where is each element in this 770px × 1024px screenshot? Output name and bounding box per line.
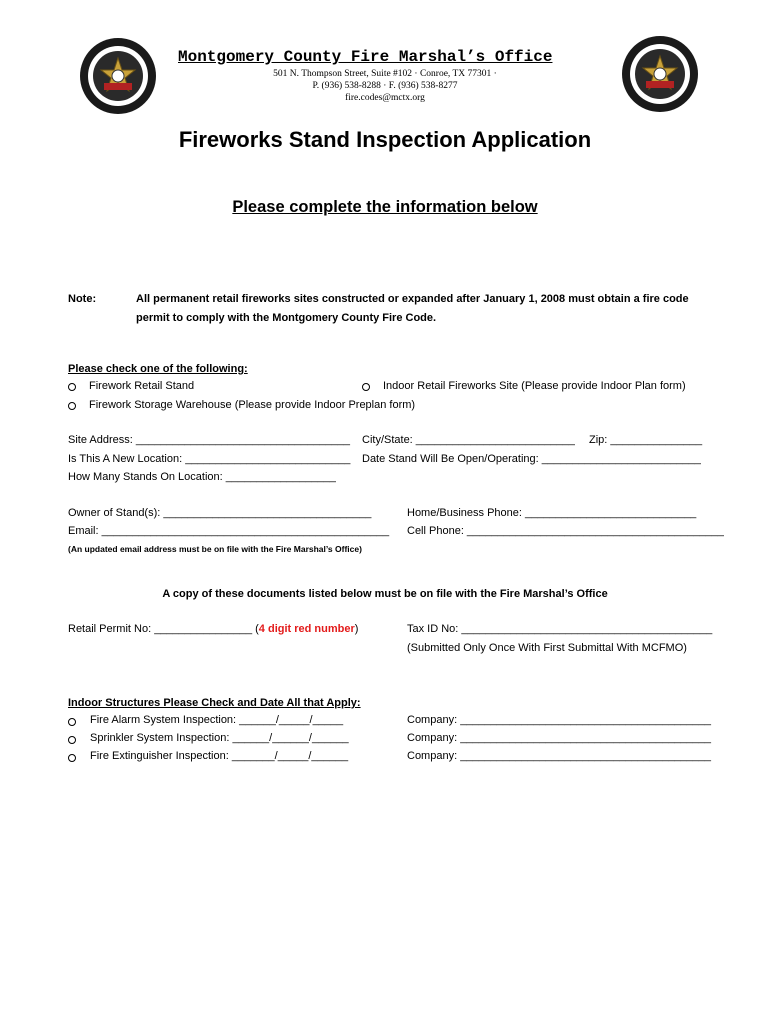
fire-alarm-field[interactable]: Fire Alarm System Inspection: ______/_____/_____ xyxy=(90,714,344,726)
office-title: Montgomery County Fire Marshal’s Office xyxy=(178,48,553,66)
retail-permit-close: ) xyxy=(354,623,359,635)
cell-phone-field[interactable]: Cell Phone: __________________________________________ xyxy=(407,525,724,537)
owner-field[interactable]: Owner of Stand(s): __________________________________ xyxy=(68,507,372,519)
zip-field[interactable]: Zip: _______________ xyxy=(589,434,703,446)
radio-extinguisher[interactable] xyxy=(68,754,76,762)
fire-alarm-company-field[interactable]: Company: _________________________________________ xyxy=(407,714,712,726)
note-label: Note: xyxy=(68,293,97,305)
indoor-heading: Indoor Structures Please Check and Date All that Apply: xyxy=(68,697,361,709)
county-seal-right xyxy=(622,36,698,112)
sprinkler-company-field[interactable]: Company: _________________________________________ xyxy=(407,732,712,744)
city-state-field[interactable]: City/State: __________________________ xyxy=(362,434,575,446)
sprinkler-field[interactable]: Sprinkler System Inspection: ______/______/______ xyxy=(90,732,349,744)
option-retail-stand: Firework Retail Stand xyxy=(89,380,195,392)
documents-heading: A copy of these documents listed below must be on file with the Fire Marshal’s Office xyxy=(162,588,608,600)
date-open-field[interactable]: Date Stand Will Be Open/Operating: __________________________ xyxy=(362,453,701,465)
check-heading: Please check one of the following: xyxy=(68,363,248,375)
instruction-heading: Please complete the information below xyxy=(232,198,538,216)
radio-retail-stand[interactable] xyxy=(68,383,76,391)
new-location-field[interactable]: Is This A New Location: ___________________________ xyxy=(68,453,351,465)
note-text-line2: permit to comply with the Montgomery County Fire Code. xyxy=(136,312,437,324)
radio-sprinkler[interactable] xyxy=(68,736,76,744)
radio-indoor-retail[interactable] xyxy=(362,383,370,391)
tax-id-field[interactable]: Tax ID No: _________________________________________ xyxy=(407,623,713,635)
email-field[interactable]: Email: _______________________________________________ xyxy=(68,525,390,537)
tax-id-note: (Submitted Only Once With First Submittal With MCFMO) xyxy=(407,642,687,654)
site-address-field[interactable]: Site Address: ___________________________________ xyxy=(68,434,350,446)
office-phone-fax: P. (936) 538-8288 · F. (936) 538-8277 xyxy=(312,81,458,91)
extinguisher-field[interactable]: Fire Extinguisher Inspection: _______/_____/______ xyxy=(90,750,349,762)
note-text-line1: All permanent retail fireworks sites constructed or expanded after January 1, 2008 must obtain a fire code xyxy=(136,293,689,305)
office-address: 501 N. Thompson Street, Suite #102 · Conroe, TX 77301 · xyxy=(273,69,497,79)
form-title: Fireworks Stand Inspection Application xyxy=(178,127,592,152)
email-note: (An updated email address must be on file with the Fire Marshal’s Office) xyxy=(68,544,362,554)
office-email: fire.codes@mctx.org xyxy=(345,93,425,103)
extinguisher-company-field[interactable]: Company: _________________________________________ xyxy=(407,750,712,762)
retail-permit-field[interactable] xyxy=(68,623,358,635)
home-phone-field[interactable]: Home/Business Phone: ____________________________ xyxy=(407,507,697,519)
option-indoor-retail: Indoor Retail Fireworks Site (Please provide Indoor Plan form) xyxy=(383,380,686,392)
county-seal-left xyxy=(80,38,156,114)
retail-permit-hint: 4 digit red number xyxy=(258,623,355,635)
radio-storage-warehouse[interactable] xyxy=(68,402,76,410)
option-storage-warehouse: Firework Storage Warehouse (Please provide Indoor Preplan form) xyxy=(89,399,416,411)
stands-count-field[interactable]: How Many Stands On Location: __________________ xyxy=(68,471,336,483)
retail-permit-label: Retail Permit No: ________________ ( xyxy=(68,623,259,635)
radio-fire-alarm[interactable] xyxy=(68,718,76,726)
